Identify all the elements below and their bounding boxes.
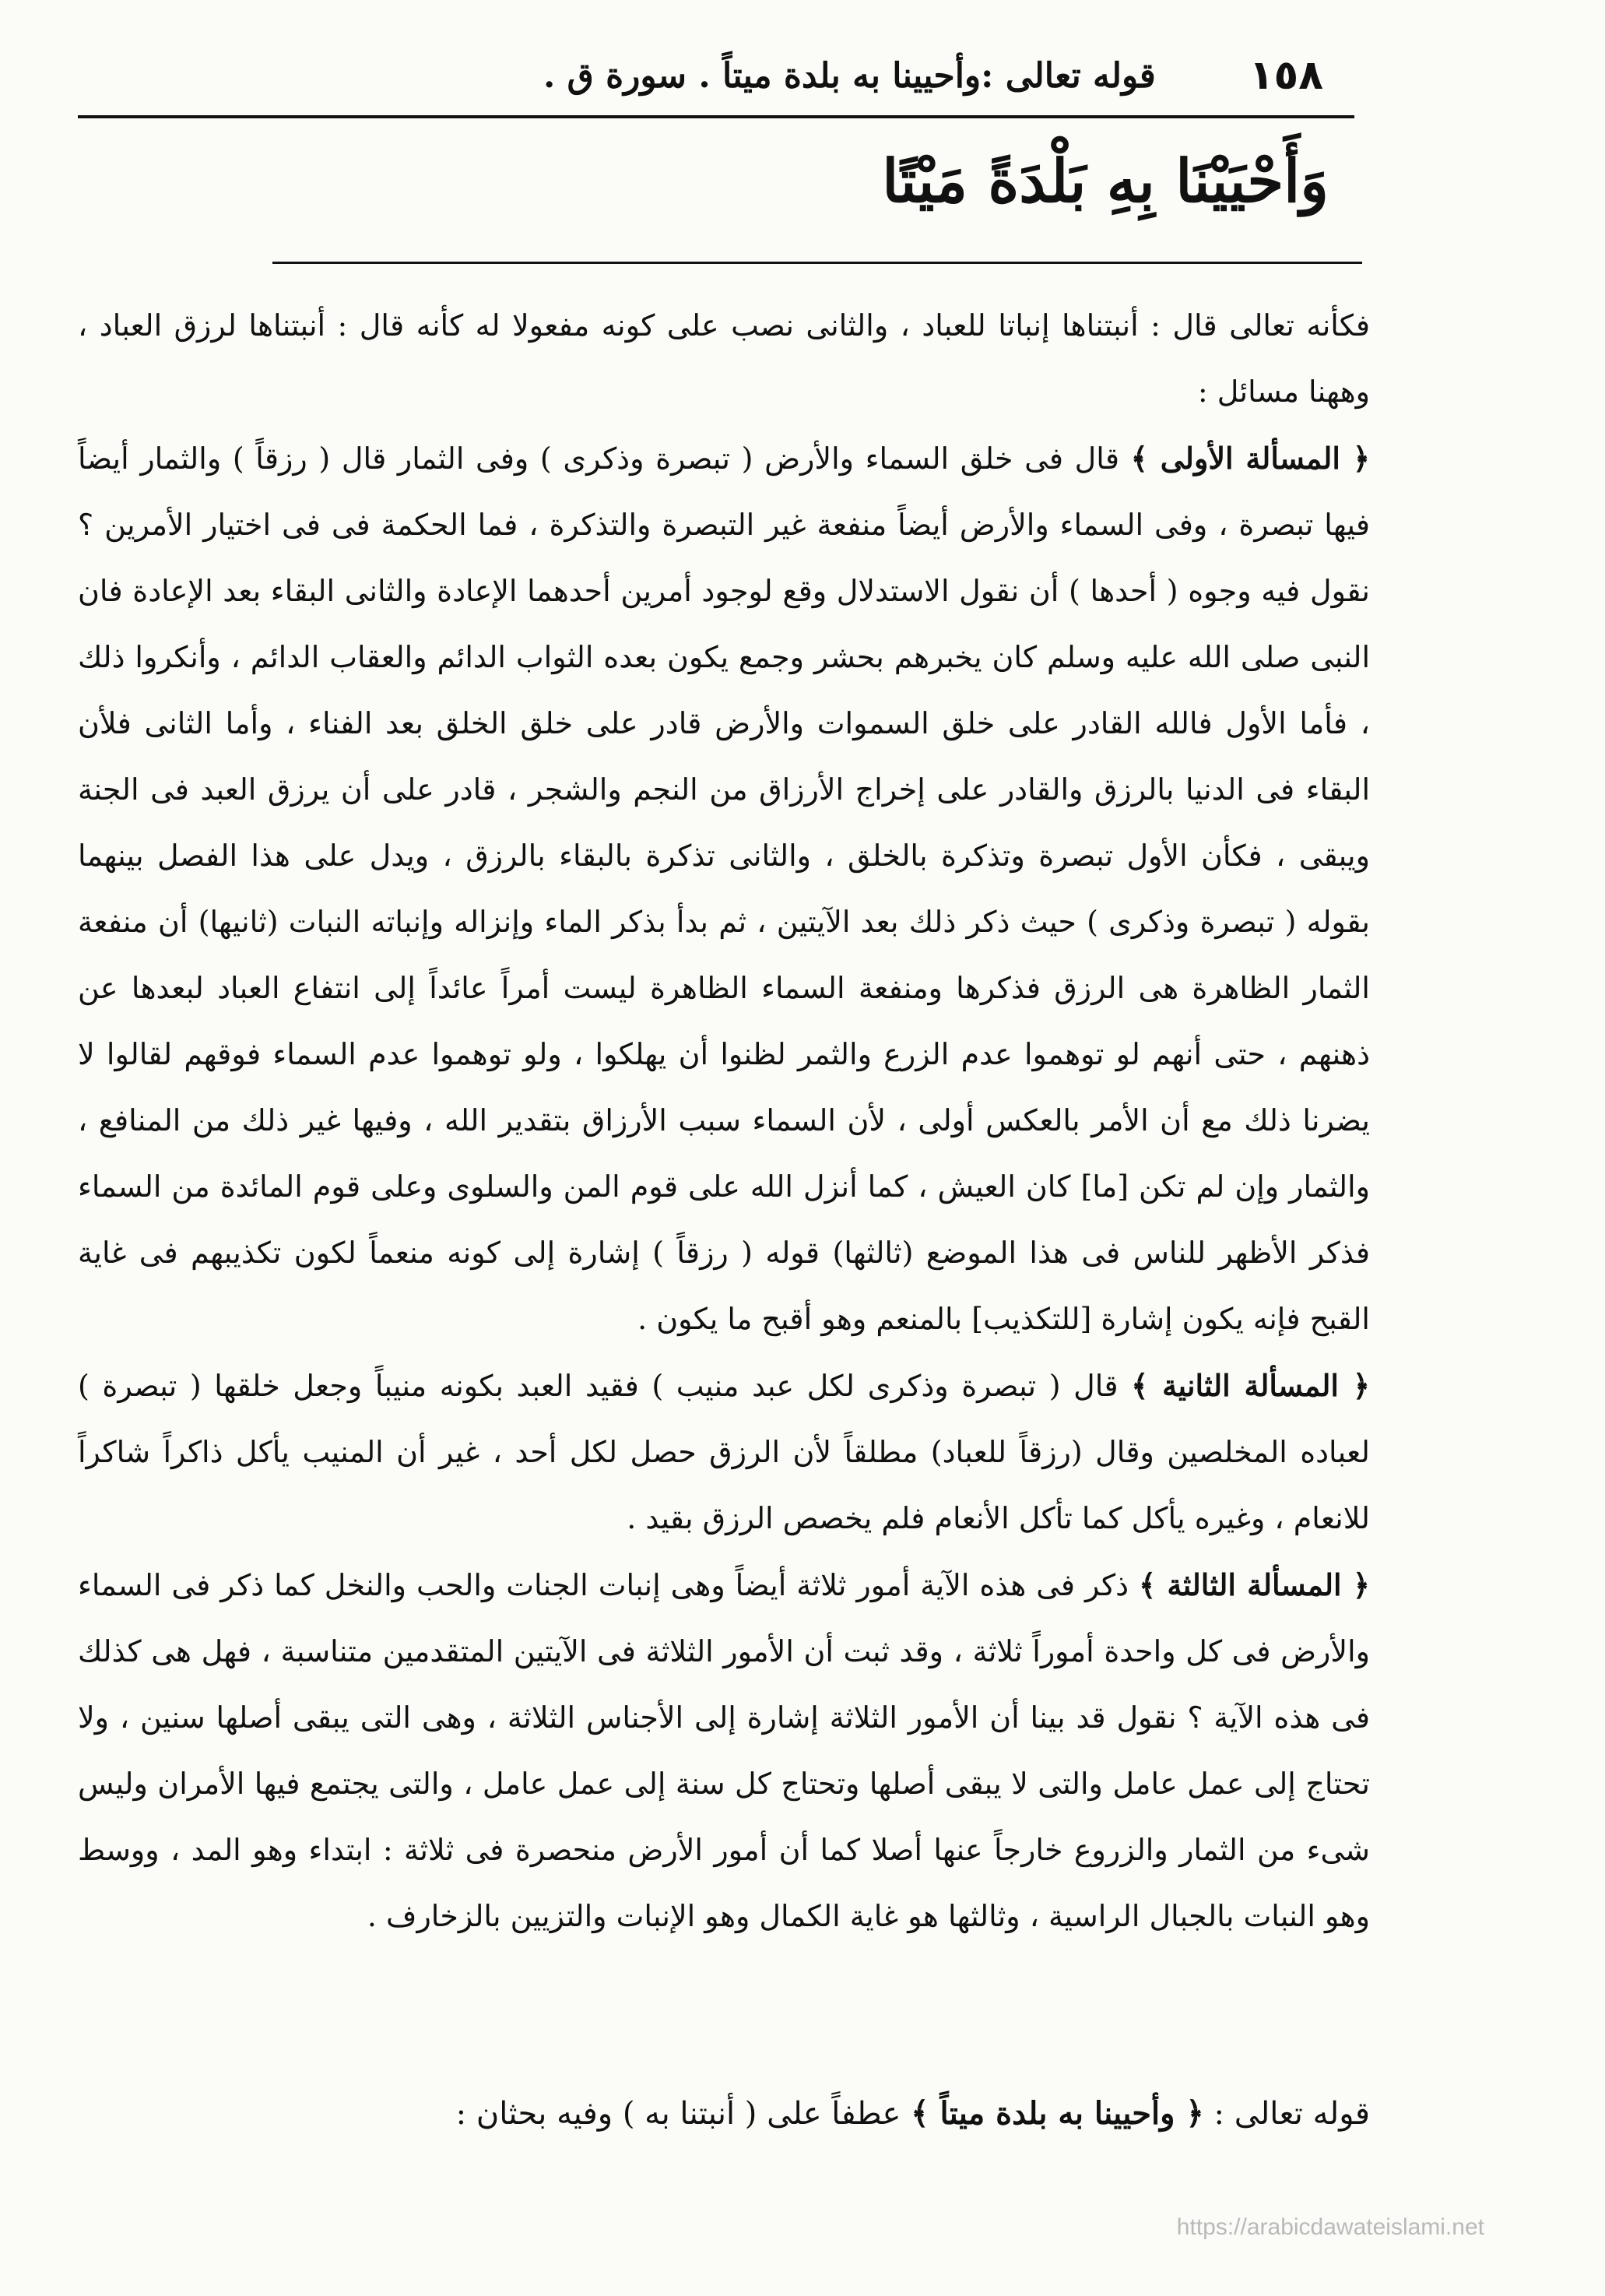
- paragraph: [78, 425, 1370, 1352]
- issue-heading: ﴿ المسألة الثالثة ﴾: [1139, 1567, 1370, 1602]
- paragraph-text: فكأنه تعالى قال : أنبتناها إنباتا للعباد ، والثانى نصب على كونه مفعولا له كأنه قال : أنبتناها لرزق العباد ، وههنا مسائل :: [78, 308, 1370, 409]
- running-title: قوله تعالى :وأحيينا به بلدة ميتاً . سورة ق .: [543, 55, 1156, 96]
- verse-quote: ﴿ وأحيينا به بلدة ميتاً ﴾: [911, 2095, 1204, 2132]
- paragraph-text: قال ( تبصرة وذكرى لكل عبد منيب ) فقيد العبد بكونه منيباً وجعل خلقها ( تبصرة ) لعباده المخلصين وقال (رزقاً للعباد) مطلقاً لأن الرزق حصل لكل أحد ، غير أن المنيب يأكل ذاكراً شاكراً للانعام ، وغيره يأكل كما تأكل الأنعام فلم يخصص الرزق بقيد .: [78, 1369, 1370, 1535]
- paragraph: [78, 1552, 1370, 1950]
- next-verse-line: [456, 2083, 1370, 2145]
- page-number: ١٥٨: [1249, 52, 1323, 99]
- paragraph: [78, 1352, 1370, 1552]
- issue-heading: ﴿ المسألة الأولى ﴾: [1130, 441, 1370, 476]
- issue-heading: ﴿ المسألة الثانية ﴾: [1131, 1368, 1370, 1403]
- verse-heading: وَأَحْيَيْنَا بِهِ بَلْدَةً مَيْتًا: [882, 146, 1329, 216]
- verse-divider: [272, 262, 1362, 264]
- running-header: [78, 40, 1347, 111]
- paragraph-text: قال فى خلق السماء والأرض ( تبصرة وذكرى ) وفى الثمار قال ( رزقاً ) والثمار أيضاً فيها تبصرة ، وفى السماء والأرض أيضاً منفعة غير التبصرة والتذكرة ، فما الحكمة فى فى اختيار الأمرين ؟ نقول فيه وجوه ( أحدها ) أن نقول الاستدلال وقع لوجود أمرين أحدهما الإعادة والثانى البقاء بعد الإعادة فان النبى صلى الله عليه وسلم كان يخبرهم بحشر وجمع يكون بعده الثواب الدائم والعقاب الدائم ، وأنكروا ذلك ، فأما الأول فالله القادر على خلق السموات والأرض قادر على خلق الخلق بعد الفناء ، وأما الثانى فلأن البقاء فى الدنيا بالرزق والقادر على إخراج الأرزاق من النجم والشجر ، قادر على أن يرزق العبد فى الجنة ويبقى ، فكأن الأول تبصرة وتذكرة بالخلق ، والثانى تذكرة بالبقاء بالرزق ، ويدل على هذا الفصل بينهما بقوله ( تبصرة وذكرى ) حيث ذكر ذلك بعد الآيتين ، ثم بدأ بذكر الماء وإنزاله وإنباته النبات (ثانيها) أن منفعة الثمار الظاهرة هى الرزق فذكرها ومنفعة السماء الظاهرة ليست أمراً عائداً إلى انتفاع العباد لبعدها عن ذهنهم ، حتى أنهم لو توهموا عدم الزرع والثمر لظنوا أن يهلكوا ، ولو توهموا عدم السماء فوقهم لقالوا لا يضرنا ذلك مع أن الأمر بالعكس أولى ، لأن السماء سبب الأرزاق بتقدير الله ، وفيها غير ذلك من المنافع ، والثمار وإن لم تكن [ما] كان العيش ، كما أنزل الله على قوم المن والسلوى وعلى قوم المائدة من السماء فذكر الأظهر للناس فى هذا الموضع (ثالثها) قوله ( رزقاً ) إشارة إلى كونه منعماً لكون تكذيبهم فى غاية القبح فإنه يكون إشارة [للتكذيب] بالمنعم وهو أقبح ما يكون .: [78, 441, 1370, 1336]
- header-divider: [78, 115, 1354, 118]
- paragraph: [78, 292, 1370, 425]
- commentary-body: [78, 292, 1370, 1950]
- paragraph-text: ذكر فى هذه الآية أمور ثلاثة أيضاً وهى إنبات الجنات والحب والنخل كما ذكر فى السماء والأرض فى كل واحدة أموراً ثلاثة ، وقد ثبت أن الأمور الثلاثة فى الآيتين المتقدمين متناسبة ، فهل هى كذلك فى هذه الآية ؟ نقول قد بينا أن الأمور الثلاثة إشارة إلى الأجناس الثلاثة ، وهى التى يبقى أصلها سنين ، ولا تحتاج إلى عمل عامل والتى لا يبقى أصلها وتحتاج كل سنة إلى عمل عامل ، والتى يجتمع فيها الأمران وليس شىء من الثمار والزروع خارجاً عنها أصلا كما أن أمور الأرض منحصرة فى ثلاثة : ابتداء وهو المد ، ووسط وهو النبات بالجبال الراسية ، وثالثها هو غاية الكمال وهو الإنبات والتزيين بالزخارف .: [78, 1568, 1370, 1933]
- source-watermark: https://arabicdawateislami.net: [1176, 2214, 1484, 2240]
- verse-label: قوله تعالى :: [1213, 2096, 1370, 2132]
- verse-note: عطفاً على ( أنبتنا به ) وفيه بحثان :: [455, 2096, 901, 2132]
